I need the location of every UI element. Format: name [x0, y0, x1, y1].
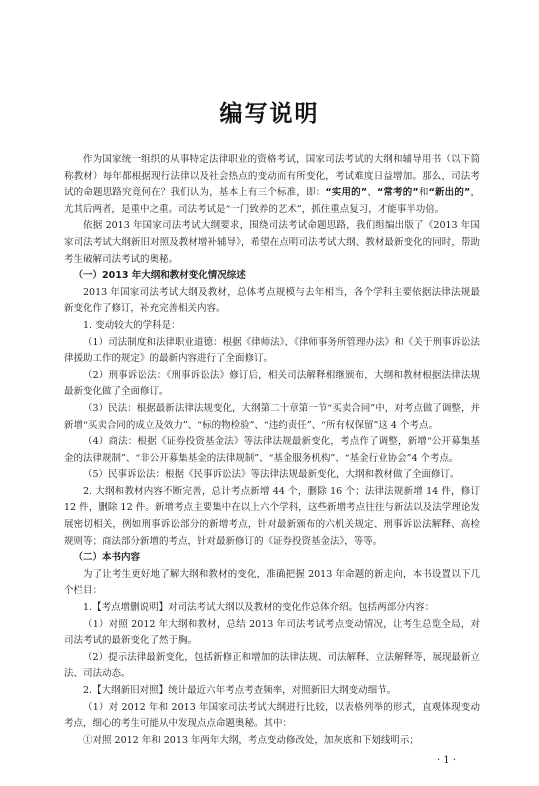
section2-paragraph-7: ①对照 2012 年和 2013 年两年大纲，考点变动修改处，加灰底和下划线明示；: [83, 734, 419, 746]
highlight-common: “常考的”: [376, 187, 419, 199]
intro-text-c: ，尤其后两者，是重中之重。司法考试是“一门致养的艺术”，抓住重点复习，才能事半功倍。: [64, 187, 480, 215]
section1-item: （2）刑事诉讼法：《刑事诉讼法》修订后，相关司法解释相继颁布，大纲和教材根据法律法规最新变化做了全面修订。: [64, 369, 480, 398]
section1-paragraph-2: 1. 变动较大的学科是：: [83, 319, 181, 331]
section1-item: （3）民法：根据最新法律法规变化，大纲第二十章第一节“买卖合同”中，对考点做了调整，并新增“买卖合同的成立及效力”、“标的物检验”、“违约责任”、“所有权保留”这 4 个考点。: [64, 402, 480, 431]
section2-paragraph-3: （1）对照 2012 年大纲和教材，总结 2013 年司法考试考点变动情况，让考生总览全局，对司法考试的最新变化了然于胸。: [64, 618, 480, 647]
section1-item: （1）司法制度和法律职业道德：根据《律师法》、《律师事务所管理办法》和《关于刑事诉讼法律援助工作的规定》的最新内容进行了全面修订。: [64, 336, 480, 365]
section2-paragraph-2: 1.【考点增删说明】对司法考试大纲以及教材的变化作总体介绍。包括两部分内容：: [83, 602, 435, 614]
intro-paragraph-1: [64, 152, 480, 218]
section1-paragraph-1: 2013 年国家司法考试大纲及教材，总体考点规模与去年相当，各个学科主要依据法律法规最新变化作了修订，补充完善相关内容。: [64, 286, 480, 315]
highlight-new: “新出的”: [428, 187, 471, 199]
page-number: · 1 ·: [437, 755, 457, 766]
document-body: [64, 152, 480, 749]
separator-2: 和: [418, 187, 429, 199]
intro-text-a: 作为国家统一组织的从事特定法律职业的资格考试，国家司法考试的大纲和辅导用书（以下简称教材）每年都根据现行法律以及社会热点的变动而有所变化，考试难度日益增加。那么，司法考试的命题思路究竟何在？我们认为，基本上有三个标准，即：: [64, 154, 480, 199]
separator-1: 、: [367, 187, 377, 199]
intro-paragraph-2: 依据 2013 年国家司法考试大纲要求，围绕司法考试命题思路，我们组编出版了《2013 年国家司法考试大纲新旧对照及教材增补辅导》，希望在点明司法考试大纲、教材最新变化的同时，帮助考生破解司法考试的奥秘。: [64, 220, 480, 265]
section2-paragraph-1: 为了让考生更好地了解大纲和教材的变化，准确把握 2013 年命题的新走向，本书设置以下几个栏目：: [64, 568, 480, 597]
section1-item: （4）商法：根据《证券投资基金法》等法律法规最新变化，考点作了调整，新增“公开募集基金的法律规制”、“非公开募集基金的法律规制”、“基金服务机构”、“基金行业协会”4 个考点。: [64, 436, 480, 464]
section2-paragraph-5: 2.【大纲新旧对照】统计最近六年考点考查频率，对照新旧大纲变动细节。: [83, 685, 397, 696]
section1-paragraph-3: 2. 大纲和教材内容不断完善，总计考点新增 44 个，删除 16 个；法律法规新增 14 件，修订 12 件，删除 12 件。新增考点主要集中在以上六个学科，这些新增考点往往与新法以及法学理论发展密切相关，例如刑事诉讼部分的新增考点，针对最新颁布的六机关规定、刑事诉讼法解释、高检规则等；商法部分新增的考点，针对最新修订的《证券投资基金法》，等等。: [64, 485, 480, 547]
section2-paragraph-4: （2）提示法律最新变化，包括新修正和增加的法律法规、司法解释、立法解释等，展现最新立法、司法动态。: [64, 651, 480, 680]
section1-item: （5）民事诉讼法：根据《民事诉讼法》等法律法规最新变化，大纲和教材做了全面修订。: [83, 469, 460, 481]
highlight-practical: “实用的”: [325, 187, 368, 199]
section-heading-2: （二）本书内容: [73, 552, 141, 564]
section2-paragraph-6: （1）对 2012 年和 2013 年国家司法考试大纲进行比较，以表格列举的形式，直观体现变动考点，细心的考生可能从中发现点点命题奥秘。其中：: [64, 701, 480, 730]
section-heading-1: （一）2013 年大纲和教材变化情况综述: [73, 270, 246, 282]
page-title: 编写说明: [219, 101, 320, 127]
